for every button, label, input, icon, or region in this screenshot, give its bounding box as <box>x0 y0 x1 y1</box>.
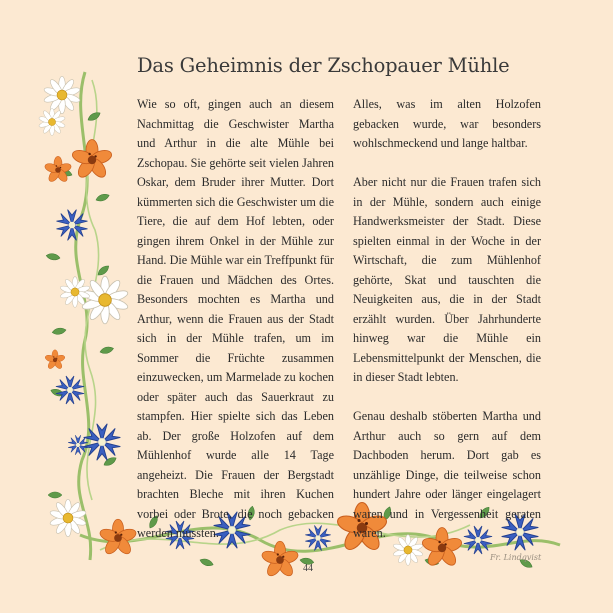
white-daisy-icon <box>43 76 81 113</box>
paragraph: Aber nicht nur die Frauen trafen sich in der Mühle, sondern auch einige Handwerksmeister der Stadt. Diese spielten einmal in der Woche in der Wirtschaft, die zum Mühlenhof gehörte, Skat und tauschten die Neuigkeiten aus, die in der Stadt erzählt wurden. Über Jahrhunderte hinweg war die Mühle ein Lebensmittelpunkt der Menschen, die in dieser Stadt lebten. <box>353 175 541 384</box>
blue-gentian-icon <box>84 424 121 460</box>
paragraph: Alles, was im alten Holzofen gebacken wurde, war besonders wohlschmeckend und lange haltbar. <box>353 97 541 150</box>
blue-gentian-icon <box>56 376 84 404</box>
page-number: 44 <box>303 563 313 574</box>
orange-lily-icon <box>71 140 114 180</box>
right-text-column <box>353 95 541 544</box>
blue-gentian-icon <box>68 435 88 455</box>
orange-lily-icon <box>99 519 138 556</box>
artist-signature: Fr. Lindqvist <box>490 553 542 562</box>
left-text-column <box>137 95 334 544</box>
blue-gentian-icon <box>56 210 87 241</box>
orange-lily-icon <box>44 156 72 183</box>
orange-lily-icon <box>261 541 300 578</box>
paragraph: Wie so oft, gingen auch an diesem Nachmittag die Geschwister Martha und Arthur in die alte Mühle bei Zschopau. Sie gehörte seit vielen Jahren Oskar, dem Bruder ihrer Mutter. Dort kümmerten sich die Geschwister um die Tiere, die auf dem Hof lebten, oder gingen ihrem Onkel in der Mühle zur Hand. Die Mühle war ein Treffpunkt für die Frauen und Mädchen des Ortes. Besonders mochten es Martha und Arthur, wenn die Frauen aus der Stadt sich in der Mühle trafen, um im Sommer die Früchte zusammen einzuwecken, um Marmelade zu kochen oder später auch das Sauerkraut zu stampfen. Hier spielte sich das Leben ab. Der große Holzofen auf dem Mühlenhof wurde alle 14 Tage angeheizt. Die Frauen der Bergstadt brachten Bleche mit ihren Kuchen vorbei oder Brote, die noch gebacken werden mussten. <box>137 97 334 540</box>
page-title: Das Geheimnis der Zschopauer Mühle <box>137 54 510 77</box>
orange-lily-icon <box>44 350 65 370</box>
paragraph: Genau deshalb stöberten Martha und Arthur auch so gern auf dem Dachboden herum. Dort gab es unzählige Dinge, die teilweise schon hundert Jahre oder länger eingelagert waren und in Vergessenheit geraten waren. <box>353 409 541 540</box>
